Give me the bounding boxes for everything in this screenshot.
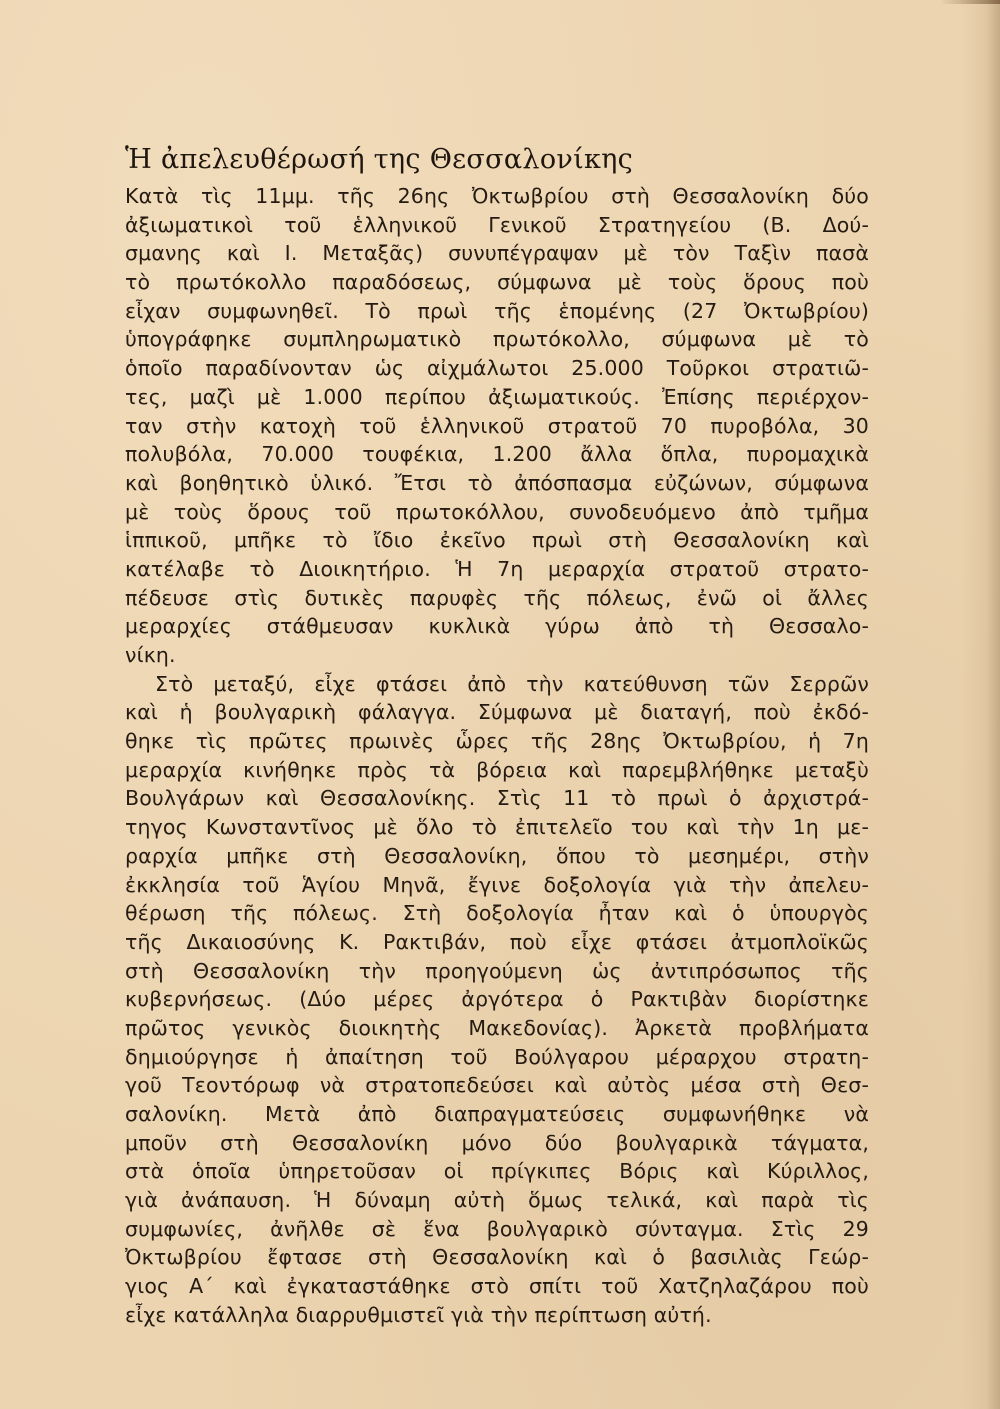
text-line: μεραρχίες στάθμευσαν κυκλικὰ γύρω ἀπὸ τὴ Θεσσαλο-: [125, 614, 869, 639]
text-line: πρῶτος γενικὸς διοικητὴς Μακεδονίας). Ἀρκετὰ προβλήματα: [125, 1015, 869, 1040]
text-line: πολυβόλα, 70.000 τουφέκια, 1.200 ἄλλα ὅπλα, πυρομαχικὰ: [125, 442, 869, 467]
text-line: ἀξιωματικοὶ τοῦ ἑλληνικοῦ Γενικοῦ Στρατηγείου (Β. Δού-: [125, 212, 869, 237]
text-line: γιὰ ἀνάπαυση. Ἡ δύναμη αὐτὴ ὅμως τελικά, καὶ παρὰ τὶς: [125, 1188, 869, 1213]
text-line: στὴ Θεσσαλονίκη τὴν προηγούμενη ὡς ἀντιπρόσωπος τῆς: [125, 958, 869, 983]
text-line: εἶχε κατάλληλα διαρρυθμιστεῖ γιὰ τὴν περίπτωση αὐτή.: [125, 1302, 712, 1327]
text-line: θηκε τὶς πρῶτες πρωινὲς ὧρες τῆς 28ης Ὀκτωβρίου, ἡ 7η: [125, 729, 869, 754]
text-line: Στὸ μεταξύ, εἶχε φτάσει ἀπὸ τὴν κατεύθυνση τῶν Σερρῶν: [155, 671, 869, 696]
text-line: ἱππικοῦ, μπῆκε τὸ ἴδιο ἐκεῖνο πρωὶ στὴ Θεσσαλονίκη καὶ: [125, 528, 869, 553]
text-line: Βουλγάρων καὶ Θεσσαλονίκης. Στὶς 11 τὸ πρωὶ ὁ ἀρχιστρά-: [125, 786, 869, 811]
text-line: τὸ πρωτόκολλο παραδόσεως, σύμφωνα μὲ τοὺς ὅρους ποὺ: [125, 270, 869, 295]
text-line: καὶ ἡ βουλγαρικὴ φάλαγγα. Σύμφωνα μὲ διαταγή, ποὺ ἐκδό-: [125, 700, 869, 725]
page-edge-shadow: [986, 0, 1000, 1409]
text-line: ὑπογράφηκε συμπληρωματικὸ πρωτόκολλο, σύμφωνα μὲ τὸ: [125, 327, 869, 352]
text-line: γιος Α΄ καὶ ἐγκαταστάθηκε στὸ σπίτι τοῦ Χατζηλαζάρου ποὺ: [125, 1274, 869, 1299]
text-line: κατέλαβε τὸ Διοικητήριο. Ἡ 7η μεραρχία στρατοῦ στρατο-: [125, 556, 869, 581]
text-line: νίκη.: [125, 643, 176, 667]
text-line: Ὀκτωβρίου ἔφτασε στὴ Θεσσαλονίκη καὶ ὁ βασιλιὰς Γεώρ-: [125, 1245, 869, 1270]
text-line: ἐκκλησία τοῦ Ἁγίου Μηνᾶ, ἔγινε δοξολογία γιὰ τὴν ἀπελευ-: [125, 872, 869, 897]
text-line: καὶ βοηθητικὸ ὑλικό. Ἔτσι τὸ ἀπόσπασμα εὐζώνων, σύμφωνα: [125, 470, 869, 495]
text-line: τηγος Κωνσταντῖνος μὲ ὅλο τὸ ἐπιτελεῖο του καὶ τὴν 1η με-: [125, 815, 869, 840]
text-line: ραρχία μπῆκε στὴ Θεσσαλονίκη, ὅπου τὸ μεσημέρι, στὴν: [125, 843, 869, 868]
paragraph-1: [125, 182, 869, 670]
text-line: γοῦ Τεοντόρωφ νὰ στρατοπεδεύσει καὶ αὐτὸς μέσα στὴ Θεσ-: [125, 1073, 869, 1098]
text-line: θέρωση τῆς πόλεως. Στὴ δοξολογία ἦταν καὶ ὁ ὑπουργὸς: [125, 901, 869, 926]
text-line: δημιούργησε ἡ ἀπαίτηση τοῦ Βούλγαρου μέραρχου στρατη-: [125, 1044, 869, 1069]
text-line: μὲ τοὺς ὅρους τοῦ πρωτοκόλλου, συνοδευόμενο ἀπὸ τμῆμα: [125, 499, 869, 524]
text-line: τες, μαζὶ μὲ 1.000 περίπου ἀξιωματικούς. Ἐπίσης περιέρχον-: [125, 384, 869, 409]
page-content: [125, 140, 869, 1330]
text-line: μεραρχία κινήθηκε πρὸς τὰ βόρεια καὶ παρεμβλήθηκε μεταξὺ: [125, 757, 869, 782]
text-line: σαλονίκη. Μετὰ ἀπὸ διαπραγματεύσεις συμφωνήθηκε νὰ: [125, 1102, 869, 1126]
text-line: ταν στὴν κατοχὴ τοῦ ἑλληνικοῦ στρατοῦ 70 πυροβόλα, 30: [125, 413, 869, 438]
text-line: τῆς Δικαιοσύνης Κ. Ρακτιβάν, ποὺ εἶχε φτάσει ἀτμοπλοϊκῶς: [125, 929, 869, 954]
text-line: Κατὰ τὶς 11μμ. τῆς 26ης Ὀκτωβρίου στὴ Θεσσαλονίκη δύο: [125, 184, 869, 208]
text-line: πέδευσε στὶς δυτικὲς παρυφὲς τῆς πόλεως, ἐνῶ οἱ ἄλλες: [125, 585, 869, 610]
text-line: συμφωνίες, ἀνῆλθε σὲ ἕνα βουλγαρικὸ σύνταγμα. Στὶς 29: [125, 1216, 869, 1241]
paragraph-2: [125, 670, 869, 1330]
page-corner-shadow: [940, 0, 1000, 4]
text-line: κυβερνήσεως. (Δύο μέρες ἀργότερα ὁ Ρακτιβὰν διορίστηκε: [125, 987, 869, 1012]
text-line: εἶχαν συμφωνηθεῖ. Τὸ πρωὶ τῆς ἑπομένης (27 Ὀκτωβρίου): [125, 298, 869, 323]
text-line: σμανης καὶ Ι. Μεταξᾶς) συνυπέγραψαν μὲ τὸν Ταξὶν πασὰ: [125, 241, 869, 266]
text-line: στὰ ὁποῖα ὑπηρετοῦσαν οἱ πρίγκιπες Βόρις καὶ Κύριλλος,: [125, 1159, 869, 1184]
text-line: μποῦν στὴ Θεσσαλονίκη μόνο δύο βουλγαρικὰ τάγματα,: [125, 1130, 869, 1155]
page-title: Ἡ ἀπελευθέρωσή της Θεσσαλονίκης: [125, 144, 634, 175]
text-line: ὁποῖο παραδίνονταν ὡς αἰχμάλωτοι 25.000 Τοῦρκοι στρατιῶ-: [125, 356, 869, 381]
